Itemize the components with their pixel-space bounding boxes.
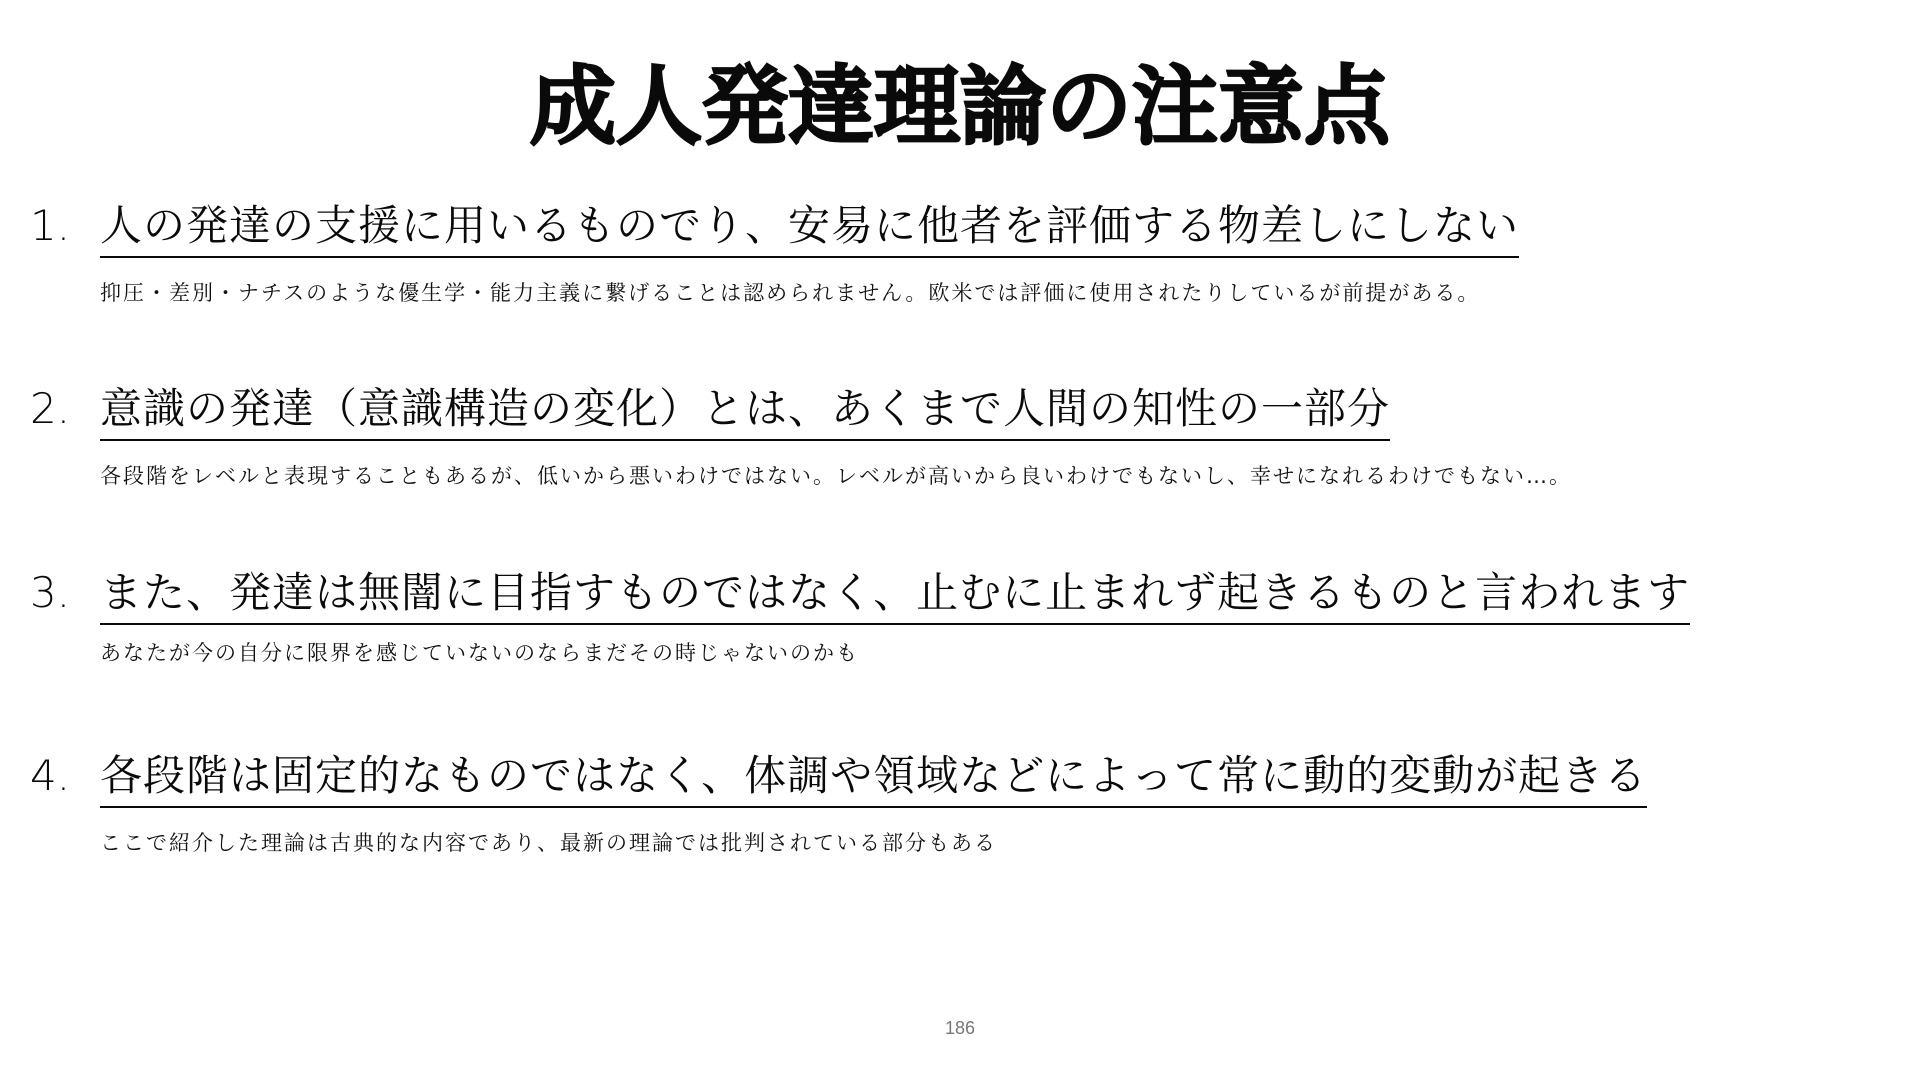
point-number: 2. — [30, 384, 71, 433]
point-detail: あなたが今の自分に限界を感じていないのならまだその時じゃないのかも — [100, 641, 859, 665]
point-number: 4. — [30, 751, 71, 800]
point-heading: 人の発達の支援に用いるものでり、安易に他者を評価する物差しにしない — [100, 196, 1519, 258]
point-number: 3. — [30, 568, 71, 617]
point-heading: また、発達は無闇に目指すものではなく、止むに止まれず起きるものと言われます — [100, 563, 1690, 625]
point-heading: 意識の発達（意識構造の変化）とは、あくまで人間の知性の一部分 — [100, 379, 1390, 441]
page-number: 186 — [944, 1018, 976, 1038]
point-detail: ここで紹介した理論は古典的な内容であり、最新の理論では批判されている部分もある — [100, 831, 997, 855]
point-number: 1. — [30, 201, 71, 250]
point-detail: 各段階をレベルと表現することもあるが、低いから悪いわけではない。レベルが高いから良いわけでもないし、幸せになれるわけでもない…。 — [100, 464, 1572, 488]
point-heading: 各段階は固定的なものではなく、体調や領域などによって常に動的変動が起きる — [100, 746, 1647, 808]
point-detail: 抑圧・差別・ナチスのような優生学・能力主義に繋げることは認められません。欧米では評価に使用されたりしているが前提がある。 — [100, 281, 1481, 305]
slide-title: 成人発達理論の注意点 — [530, 57, 1390, 157]
